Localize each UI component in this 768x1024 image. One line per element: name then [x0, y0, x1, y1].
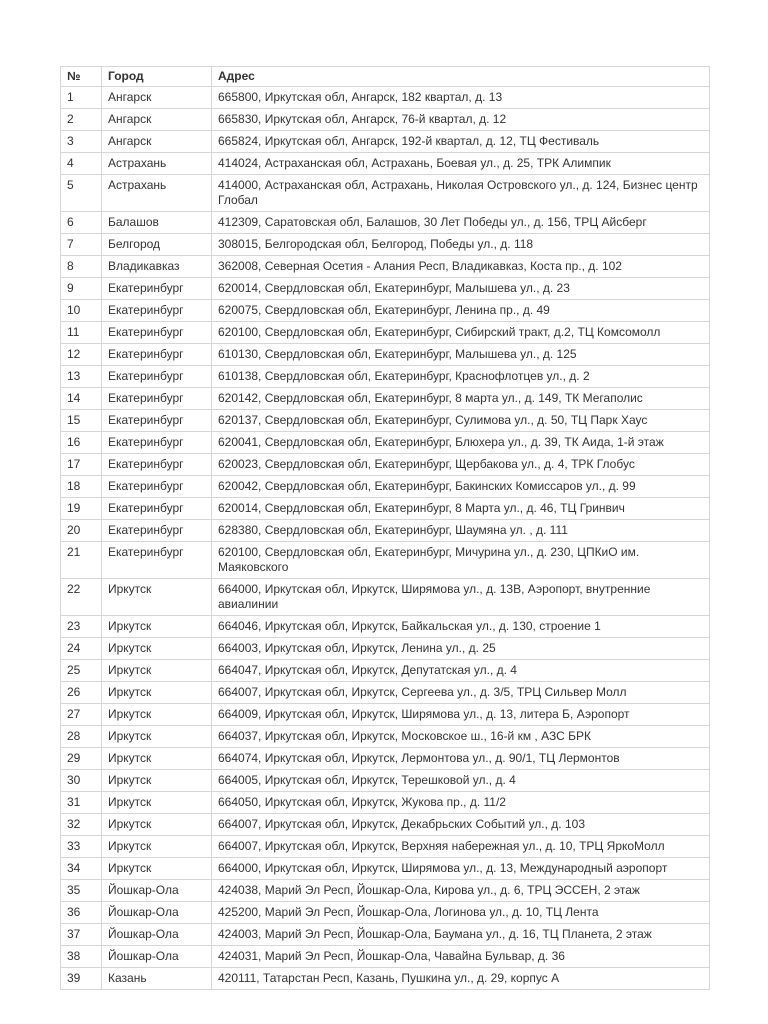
- row-number: 17: [61, 454, 102, 476]
- table-row: [61, 520, 710, 542]
- row-city: Владикавказ: [102, 256, 212, 278]
- row-number: 20: [61, 520, 102, 542]
- row-number: 16: [61, 432, 102, 454]
- row-number: 24: [61, 638, 102, 660]
- row-city: Екатеринбург: [102, 432, 212, 454]
- row-address: 424031, Марий Эл Респ, Йошкар-Ола, Чавайна Бульвар, д. 36: [212, 946, 710, 968]
- row-address: 620100, Свердловская обл, Екатеринбург, Сибирский тракт, д.2, ТЦ Комсомолл: [212, 322, 710, 344]
- table-row: [61, 858, 710, 880]
- row-address: 664047, Иркутская обл, Иркутск, Депутатская ул., д. 4: [212, 660, 710, 682]
- table-row: [61, 410, 710, 432]
- row-city: Иркутск: [102, 704, 212, 726]
- row-city: Ангарск: [102, 87, 212, 109]
- table-row: [61, 212, 710, 234]
- row-address: 610138, Свердловская обл, Екатеринбург, Краснофлотцев ул., д. 2: [212, 366, 710, 388]
- table-row: [61, 175, 710, 212]
- row-city: Иркутск: [102, 836, 212, 858]
- document-page: [60, 66, 709, 990]
- table-row: [61, 300, 710, 322]
- table-row: [61, 388, 710, 410]
- row-number: 32: [61, 814, 102, 836]
- row-number: 33: [61, 836, 102, 858]
- row-number: 34: [61, 858, 102, 880]
- table-row: [61, 454, 710, 476]
- table-row: [61, 322, 710, 344]
- row-address: 620042, Свердловская обл, Екатеринбург, Бакинских Комиссаров ул., д. 99: [212, 476, 710, 498]
- row-number: 2: [61, 109, 102, 131]
- row-address: 420111, Татарстан Респ, Казань, Пушкина ул., д. 29, корпус А: [212, 968, 710, 990]
- row-number: 37: [61, 924, 102, 946]
- table-row: [61, 968, 710, 990]
- table-row: [61, 836, 710, 858]
- row-address: 664046, Иркутская обл, Иркутск, Байкальская ул., д. 130, строение 1: [212, 616, 710, 638]
- row-number: 27: [61, 704, 102, 726]
- row-number: 3: [61, 131, 102, 153]
- row-city: Иркутск: [102, 682, 212, 704]
- row-address: 664074, Иркутская обл, Иркутск, Лермонтова ул., д. 90/1, ТЦ Лермонтов: [212, 748, 710, 770]
- table-row: [61, 153, 710, 175]
- row-address: 412309, Саратовская обл, Балашов, 30 Лет Победы ул., д. 156, ТРЦ Айсберг: [212, 212, 710, 234]
- table-row: [61, 87, 710, 109]
- row-city: Астрахань: [102, 175, 212, 212]
- row-city: Иркутск: [102, 579, 212, 616]
- row-address: 628380, Свердловская обл, Екатеринбург, Шаумяна ул. , д. 111: [212, 520, 710, 542]
- row-number: 39: [61, 968, 102, 990]
- table-row: [61, 946, 710, 968]
- table-row: [61, 726, 710, 748]
- row-address: 664005, Иркутская обл, Иркутск, Терешковой ул., д. 4: [212, 770, 710, 792]
- table-row: [61, 902, 710, 924]
- row-address: 424003, Марий Эл Респ, Йошкар-Ола, Баумана ул., д. 16, ТЦ Планета, 2 этаж: [212, 924, 710, 946]
- row-address: 425200, Марий Эл Респ, Йошкар-Ола, Логинова ул., д. 10, ТЦ Лента: [212, 902, 710, 924]
- row-city: Екатеринбург: [102, 300, 212, 322]
- table-row: [61, 366, 710, 388]
- table-row: [61, 579, 710, 616]
- row-number: 35: [61, 880, 102, 902]
- row-city: Екатеринбург: [102, 498, 212, 520]
- table-row: [61, 498, 710, 520]
- row-city: Иркутск: [102, 814, 212, 836]
- row-address: 620142, Свердловская обл, Екатеринбург, 8 марта ул., д. 149, ТК Мегаполис: [212, 388, 710, 410]
- row-city: Иркутск: [102, 748, 212, 770]
- row-city: Иркутск: [102, 660, 212, 682]
- row-city: Балашов: [102, 212, 212, 234]
- table-row: [61, 344, 710, 366]
- table-row: [61, 792, 710, 814]
- table-row: [61, 616, 710, 638]
- table-row: [61, 234, 710, 256]
- row-number: 31: [61, 792, 102, 814]
- row-city: Иркутск: [102, 792, 212, 814]
- row-city: Екатеринбург: [102, 344, 212, 366]
- table-row: [61, 542, 710, 579]
- row-address: 665800, Иркутская обл, Ангарск, 182 квартал, д. 13: [212, 87, 710, 109]
- row-number: 38: [61, 946, 102, 968]
- row-number: 15: [61, 410, 102, 432]
- row-number: 14: [61, 388, 102, 410]
- row-address: 414024, Астраханская обл, Астрахань, Боевая ул., д. 25, ТРК Алимпик: [212, 153, 710, 175]
- row-city: Екатеринбург: [102, 410, 212, 432]
- row-address: 665830, Иркутская обл, Ангарск, 76-й квартал, д. 12: [212, 109, 710, 131]
- row-city: Йошкар-Ола: [102, 880, 212, 902]
- row-number: 1: [61, 87, 102, 109]
- row-address: 664009, Иркутская обл, Иркутск, Ширямова ул., д. 13, литера Б, Аэропорт: [212, 704, 710, 726]
- row-number: 23: [61, 616, 102, 638]
- row-number: 28: [61, 726, 102, 748]
- row-number: 9: [61, 278, 102, 300]
- table-header-row: [61, 67, 710, 87]
- row-address: 664007, Иркутская обл, Иркутск, Верхняя набережная ул., д. 10, ТРЦ ЯркоМолл: [212, 836, 710, 858]
- table-row: [61, 109, 710, 131]
- table-body: [61, 87, 710, 990]
- row-city: Ангарск: [102, 131, 212, 153]
- row-address: 362008, Северная Осетия - Алания Респ, Владикавказ, Коста пр., д. 102: [212, 256, 710, 278]
- row-city: Иркутск: [102, 616, 212, 638]
- table-row: [61, 638, 710, 660]
- row-city: Астрахань: [102, 153, 212, 175]
- table-row: [61, 278, 710, 300]
- row-number: 30: [61, 770, 102, 792]
- row-city: Ангарск: [102, 109, 212, 131]
- table-row: [61, 924, 710, 946]
- row-address: 664000, Иркутская обл, Иркутск, Ширямова ул., д. 13В, Аэропорт, внутренние авиалинии: [212, 579, 710, 616]
- row-address: 620041, Свердловская обл, Екатеринбург, Блюхера ул., д. 39, ТК Аида, 1-й этаж: [212, 432, 710, 454]
- row-address: 665824, Иркутская обл, Ангарск, 192-й квартал, д. 12, ТЦ Фестиваль: [212, 131, 710, 153]
- row-address: 414000, Астраханская обл, Астрахань, Николая Островского ул., д. 124, Бизнес центр Глобал: [212, 175, 710, 212]
- row-address: 664037, Иркутская обл, Иркутск, Московское ш., 16-й км , АЗС БРК: [212, 726, 710, 748]
- header-number: №: [61, 67, 102, 87]
- row-number: 6: [61, 212, 102, 234]
- header-address: Адрес: [212, 67, 710, 87]
- table-row: [61, 660, 710, 682]
- row-number: 18: [61, 476, 102, 498]
- row-city: Казань: [102, 968, 212, 990]
- row-number: 8: [61, 256, 102, 278]
- table-row: [61, 432, 710, 454]
- row-address: 664050, Иркутская обл, Иркутск, Жукова пр., д. 11/2: [212, 792, 710, 814]
- row-number: 29: [61, 748, 102, 770]
- row-address: 620075, Свердловская обл, Екатеринбург, Ленина пр., д. 49: [212, 300, 710, 322]
- table-row: [61, 256, 710, 278]
- row-city: Екатеринбург: [102, 278, 212, 300]
- row-city: Иркутск: [102, 770, 212, 792]
- row-number: 22: [61, 579, 102, 616]
- row-address: 620014, Свердловская обл, Екатеринбург, Малышева ул., д. 23: [212, 278, 710, 300]
- row-number: 4: [61, 153, 102, 175]
- row-city: Йошкар-Ола: [102, 946, 212, 968]
- header-city: Город: [102, 67, 212, 87]
- row-number: 12: [61, 344, 102, 366]
- row-address: 610130, Свердловская обл, Екатеринбург, Малышева ул., д. 125: [212, 344, 710, 366]
- table-row: [61, 476, 710, 498]
- row-address: 664007, Иркутская обл, Иркутск, Декабрьских Событий ул., д. 103: [212, 814, 710, 836]
- row-city: Йошкар-Ола: [102, 902, 212, 924]
- table-row: [61, 704, 710, 726]
- row-city: Екатеринбург: [102, 454, 212, 476]
- row-number: 13: [61, 366, 102, 388]
- table-row: [61, 770, 710, 792]
- row-number: 26: [61, 682, 102, 704]
- row-city: Екатеринбург: [102, 476, 212, 498]
- row-city: Екатеринбург: [102, 542, 212, 579]
- row-number: 7: [61, 234, 102, 256]
- table-row: [61, 682, 710, 704]
- row-city: Иркутск: [102, 726, 212, 748]
- row-city: Екатеринбург: [102, 322, 212, 344]
- row-city: Екатеринбург: [102, 366, 212, 388]
- row-address: 620023, Свердловская обл, Екатеринбург, Щербакова ул., д. 4, ТРК Глобус: [212, 454, 710, 476]
- table-row: [61, 814, 710, 836]
- row-city: Иркутск: [102, 638, 212, 660]
- row-number: 19: [61, 498, 102, 520]
- row-number: 11: [61, 322, 102, 344]
- row-city: Йошкар-Ола: [102, 924, 212, 946]
- row-number: 36: [61, 902, 102, 924]
- row-address: 620014, Свердловская обл, Екатеринбург, 8 Марта ул., д. 46, ТЦ Гринвич: [212, 498, 710, 520]
- row-address: 620137, Свердловская обл, Екатеринбург, Сулимова ул., д. 50, ТЦ Парк Хаус: [212, 410, 710, 432]
- address-table: [60, 66, 710, 990]
- row-address: 308015, Белгородская обл, Белгород, Победы ул., д. 118: [212, 234, 710, 256]
- row-city: Белгород: [102, 234, 212, 256]
- row-address: 620100, Свердловская обл, Екатеринбург, Мичурина ул., д. 230, ЦПКиО им. Маяковского: [212, 542, 710, 579]
- row-number: 10: [61, 300, 102, 322]
- row-number: 25: [61, 660, 102, 682]
- row-number: 5: [61, 175, 102, 212]
- row-city: Екатеринбург: [102, 388, 212, 410]
- table-row: [61, 880, 710, 902]
- row-address: 664000, Иркутская обл, Иркутск, Ширямова ул., д. 13, Международный аэропорт: [212, 858, 710, 880]
- row-address: 664007, Иркутская обл, Иркутск, Сергеева ул., д. 3/5, ТРЦ Сильвер Молл: [212, 682, 710, 704]
- table-row: [61, 748, 710, 770]
- row-address: 424038, Марий Эл Респ, Йошкар-Ола, Кирова ул., д. 6, ТРЦ ЭССЕН, 2 этаж: [212, 880, 710, 902]
- row-city: Екатеринбург: [102, 520, 212, 542]
- row-city: Иркутск: [102, 858, 212, 880]
- row-number: 21: [61, 542, 102, 579]
- table-row: [61, 131, 710, 153]
- row-address: 664003, Иркутская обл, Иркутск, Ленина ул., д. 25: [212, 638, 710, 660]
